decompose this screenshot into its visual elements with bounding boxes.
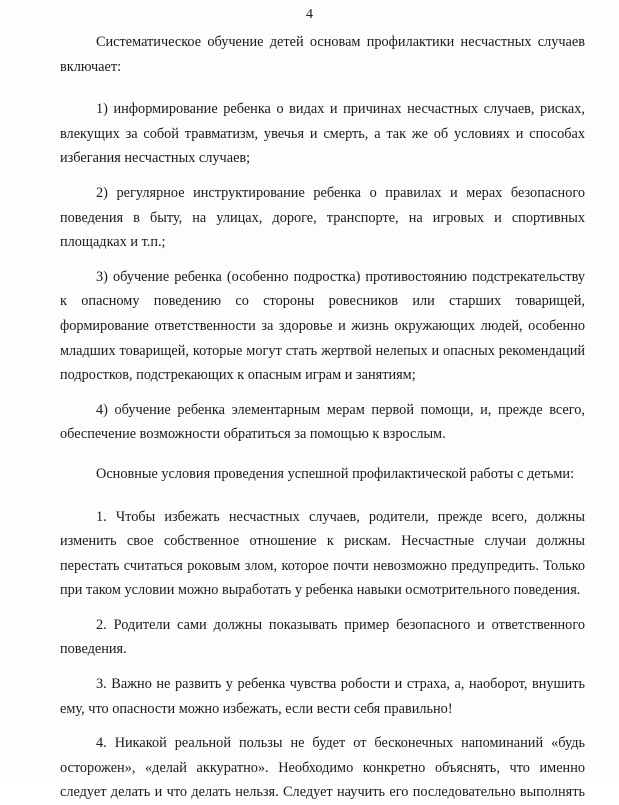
page-number: 4: [306, 7, 313, 22]
condition-item-3: 3. Важно не развить у ребенка чувства робости и страха, а, наоборот, внушить ему, что опасности можно избежать, если вести себя правильно!: [60, 676, 585, 717]
list-item-3: 3) обучение ребенка (особенно подростка) противостоянию подстрекательству к опасному поведению со стороны ровесников или старших товарищей, формирование ответственности за здоровье и жизнь окружающих людей, особенно младших товарищей, которые могут стать жертвой нелепых и опасных рекомендаций подростков, подстрекающих к опасным играм и занятиям;: [60, 268, 585, 384]
list-item-1: 1) информирование ребенка о видах и причинах несчастных случаев, рисках, влекущих за собой травматизм, увечья и смерть, а так же об условиях и способах избегания несчастных случаев;: [60, 101, 585, 167]
conditions-heading: Основные условия проведения успешной профилактической работы с детьми:: [96, 465, 575, 482]
list-item-2: 2) регулярное инструктирование ребенка о правилах и мерах безопасного поведения в быту, на улицах, дороге, транспорте, на игровых и спортивных площадках и т.п.;: [60, 184, 585, 251]
condition-item-4: 4. Никакой реальной пользы не будет от бесконечных напоминаний «будь осторожен», «делай аккуратно». Необходимо конкретно объяснять, что именно следует делать и что делать нельзя. Следует научить его последовательно выполнять: [60, 735, 585, 801]
list-item-4: 4) обучение ребенка элементарным мерам первой помощи, и, прежде всего, обеспечение возможности обратиться за помощью к взрослым.: [60, 401, 585, 443]
condition-item-1: 1. Чтобы избежать несчастных случаев, родители, прежде всего, должны изменить свое собственное отношение к рискам. Несчастные случаи должны перестать считаться роковым злом, которое почти невозможно предупредить. Только при таком условии можно выработать у ребенка навыки осмотрительного поведения.: [60, 508, 585, 599]
intro-paragraph: Систематическое обучение детей основам профилактики несчастных случаев включает:: [60, 34, 585, 75]
condition-item-2: 2. Родители сами должны показывать пример безопасного и ответственного поведения.: [60, 616, 585, 658]
document-body: [60, 30, 585, 805]
